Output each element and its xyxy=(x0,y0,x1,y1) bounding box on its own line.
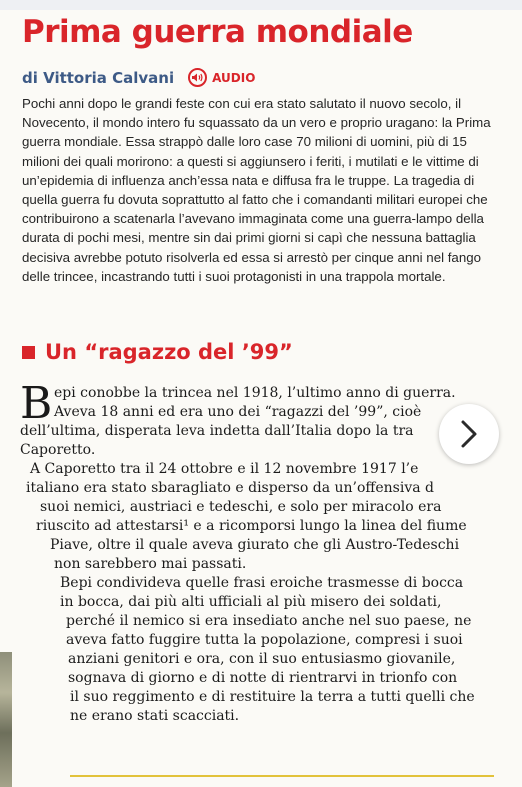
story-line: A Caporetto tra il 24 ottobre e il 12 novembre 1917 l’e xyxy=(30,461,419,477)
page-title: Prima guerra mondiale xyxy=(22,14,413,50)
story-line: riuscito ad attestarsi¹ e a ricomporsi lungo la linea del fiume xyxy=(36,518,467,534)
story-line: in bocca, dai più alti ufficiali al più misero dei soldati, xyxy=(60,594,442,610)
story-line: Piave, oltre il quale aveva giurato che gli Austro-Tedeschi xyxy=(50,537,460,553)
audio-label: AUDIO xyxy=(212,70,256,85)
story-line: ne erano stati scacciati. xyxy=(70,708,240,724)
speaker-icon xyxy=(188,68,207,87)
story-line: il suo reggimento e di restituire la terra a tutti quelli che xyxy=(70,689,475,705)
section-divider xyxy=(70,775,494,777)
story-line: Bepi condivideva quelle frasi eroiche trasmesse di bocca xyxy=(60,575,464,591)
drop-cap: B xyxy=(20,378,53,429)
story-line: sognava di giorno e di notte di rientrarvi in trionfo con xyxy=(68,670,458,686)
story-line: anziani genitori e ora, con il suo entusiasmo giovanile, xyxy=(68,651,456,667)
story-line: Aveva 18 anni ed era uno dei “ragazzi del ’99”, cioè xyxy=(54,404,422,420)
story-line: dell’ultima, disperata leva indetta dall’Italia dopo la tra xyxy=(20,423,414,439)
chevron-right-icon xyxy=(458,419,480,449)
story-line: italiano era stato sbaragliato e disperso da un’offensiva d xyxy=(26,480,434,496)
section-marker-square xyxy=(22,346,35,359)
intro-paragraph: Pochi anni dopo le grandi feste con cui era stato salutato il nuovo secolo, il Novecento, il mondo intero fu squassato da un vero e proprio uragano: la Prima guerra mondiale. Essa strappò dalle loro case 70 milioni di uomini, più di 15 milioni dei quali morirono: a questi si aggiunsero i feriti, i mutilati e le vittime di un’epidemia di influenza anch’essa nata e diffusa fra le truppe. La tragedia di quella guerra fu dovuta soprattutto al fatto che i comandanti militari europei che contribuirono a scatenarla l’avevano immaginata come una guerra-lampo della durata di pochi mesi, mentre sin dai primi giorni si capì che nessuna battaglia decisiva avrebbe potuto risolverla ed essa si arrestò per cinque anni nel fango delle trincee, incastrando tutti i suoi protagonisti in una trappola mortale. xyxy=(22,96,491,284)
section-heading xyxy=(22,340,293,364)
top-strip xyxy=(0,0,522,10)
audio-button[interactable] xyxy=(188,68,255,87)
story-line: non sarebbero mai passati. xyxy=(54,556,247,572)
story-line: suoi nemici, austriaci e tedeschi, e solo per miracolo era xyxy=(40,499,442,515)
story-line: aveva fatto fuggire tutta la popolazione, compresi i suoi xyxy=(66,632,463,648)
story-line: perché il nemico si era insediato anche nel suo paese, ne xyxy=(66,613,472,629)
story-line: epi conobbe la trincea nel 1918, l’ultimo anno di guerra. xyxy=(54,385,456,401)
byline xyxy=(22,68,255,87)
author-name: di Vittoria Calvani xyxy=(22,68,175,87)
photo-edge xyxy=(0,652,12,787)
section-title: Un “ragazzo del ’99” xyxy=(45,340,293,364)
story-line: Caporetto. xyxy=(20,442,96,458)
next-page-button[interactable] xyxy=(439,404,499,464)
